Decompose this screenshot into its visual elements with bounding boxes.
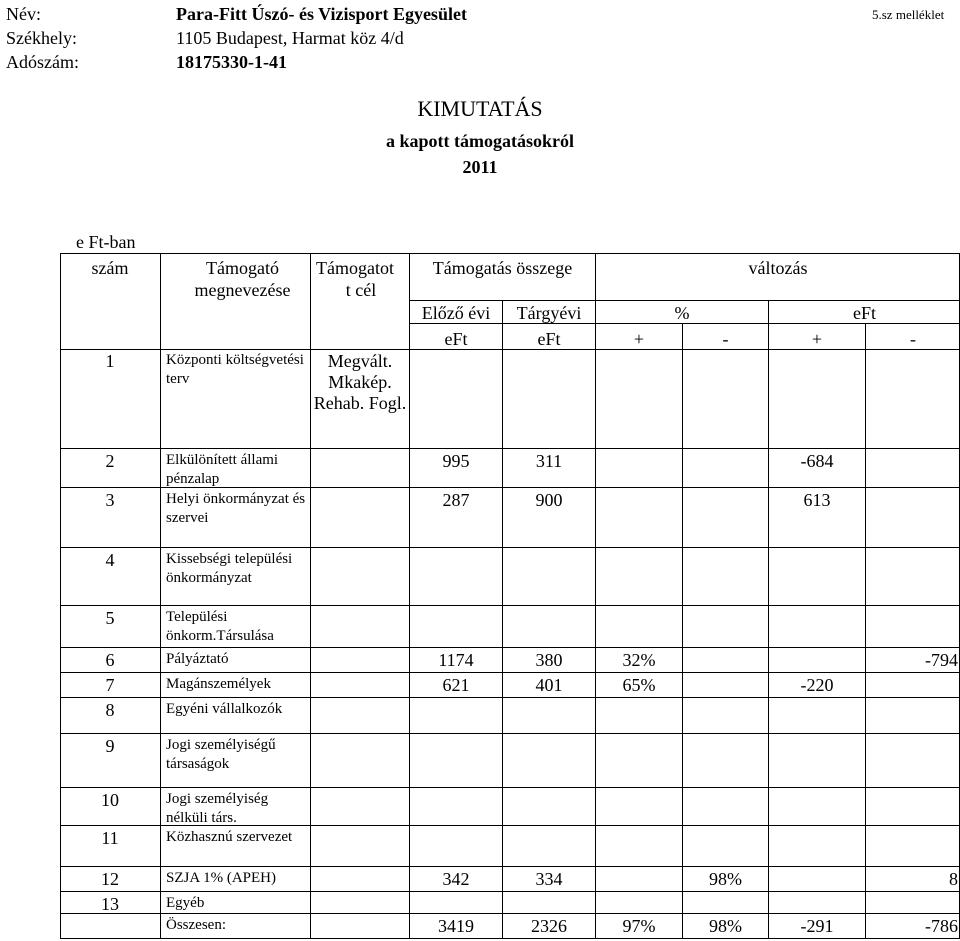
col-header-curr-unit: eFt — [537, 329, 561, 349]
cell-num: 3 — [105, 490, 115, 510]
sign-minus-eft: - — [910, 329, 916, 349]
cell-prev: 342 — [442, 869, 470, 889]
cell-eft-minus: -794 — [925, 650, 958, 670]
col-header-supporter: Támogató — [206, 258, 279, 278]
document-subtitle: a kapott támogatásokról — [386, 131, 574, 151]
cell-curr: 2326 — [531, 916, 567, 936]
cell-eft-plus: 613 — [803, 490, 831, 510]
cell-num: 1 — [105, 351, 115, 371]
col-header-purpose-2: t cél — [345, 280, 377, 300]
cell-eft-plus: -291 — [800, 916, 834, 936]
col-header-change: változás — [748, 258, 808, 278]
cell-curr: 311 — [535, 451, 563, 471]
cell-name: Települési önkorm.Társulása — [166, 609, 274, 644]
cell-name: Közhasznú szervezet — [166, 829, 293, 845]
cell-name: Helyi önkormányzat és szervei — [166, 491, 306, 526]
cell-name: Pályáztató — [166, 651, 229, 667]
tax-number: 18175330-1-41 — [176, 52, 287, 72]
cell-pct-minus: 98% — [709, 916, 742, 936]
sign-minus-percent: - — [722, 329, 729, 349]
seat-value: 1105 Budapest, Harmat köz 4/d — [176, 28, 404, 48]
cell-eft-minus: 8 — [949, 869, 958, 889]
unit-label: e Ft-ban — [76, 232, 136, 252]
cell-pct-plus: 32% — [622, 650, 656, 670]
cell-num: 8 — [105, 700, 115, 720]
cell-purpose: Megvált. Mkakép. Rehab. Fogl. — [313, 351, 407, 413]
cell-prev: 621 — [442, 675, 470, 695]
cell-prev: 3419 — [438, 916, 474, 936]
sign-plus-percent: + — [633, 329, 645, 349]
cell-prev: 1174 — [438, 650, 474, 670]
cell-prev: 995 — [442, 451, 470, 471]
cell-num: 12 — [101, 869, 119, 889]
col-header-amount: Támogatás összege — [432, 258, 573, 278]
cell-num: 7 — [105, 675, 115, 695]
organization-name: Para-Fitt Úszó- és Vizisport Egyesület — [176, 4, 467, 24]
cell-name: Egyéni vállalkozók — [166, 701, 283, 717]
cell-prev: 287 — [442, 490, 470, 510]
cell-pct-plus: 97% — [622, 916, 656, 936]
cell-num: 5 — [105, 608, 115, 628]
col-header-prev-unit: eFt — [444, 329, 468, 349]
col-header-eft: eFt — [852, 303, 876, 323]
cell-name: Jogi személyiségű társaságok — [166, 737, 276, 772]
cell-pct-minus: 98% — [709, 869, 742, 889]
cell-name: Egyéb — [166, 895, 205, 911]
cell-num: 4 — [105, 550, 115, 570]
cell-curr: 380 — [535, 650, 563, 670]
name-label: Név: — [6, 4, 41, 24]
cell-name: Magánszemélyek — [166, 676, 271, 692]
cell-name: Kissebségi települési önkormányzat — [166, 551, 293, 586]
document-year: 2011 — [462, 157, 498, 177]
cell-curr: 401 — [535, 675, 563, 695]
cell-eft-plus: -684 — [800, 451, 834, 471]
cell-num: 6 — [105, 650, 115, 670]
document-title: KIMUTATÁS — [417, 96, 543, 121]
cell-curr: 900 — [535, 490, 563, 510]
cell-num: 9 — [105, 736, 115, 756]
cell-name: Összesen: — [166, 917, 226, 933]
cell-num: 13 — [101, 894, 119, 912]
seat-label: Székhely: — [6, 28, 77, 48]
cell-eft-minus: -786 — [925, 916, 958, 936]
cell-curr: 334 — [535, 869, 563, 889]
cell-num: 10 — [101, 790, 119, 810]
tax-label: Adószám: — [6, 52, 79, 72]
cell-name: Elkülönített állami pénzalap — [166, 452, 279, 486]
cell-name: Központi költségvetési terv — [166, 352, 304, 387]
col-header-purpose: Támogatot — [316, 258, 394, 278]
cell-pct-plus: 65% — [622, 675, 656, 695]
col-header-prev-year: Előző évi — [421, 303, 491, 323]
sign-plus-eft: + — [811, 329, 823, 349]
cell-num: 2 — [105, 451, 115, 471]
cell-eft-plus: -220 — [800, 675, 834, 695]
col-header-supporter-2: megnevezése — [194, 280, 291, 300]
annex-label: 5.sz melléklet — [872, 7, 945, 22]
col-header-curr-year: Tárgyévi — [516, 303, 582, 323]
col-header-percent: % — [674, 303, 690, 323]
cell-num: 11 — [101, 828, 119, 848]
cell-name: Jogi személyiség nélküli társ. — [166, 791, 269, 824]
col-header-number: szám — [91, 258, 129, 278]
cell-name: SZJA 1% (APEH) — [166, 870, 277, 886]
